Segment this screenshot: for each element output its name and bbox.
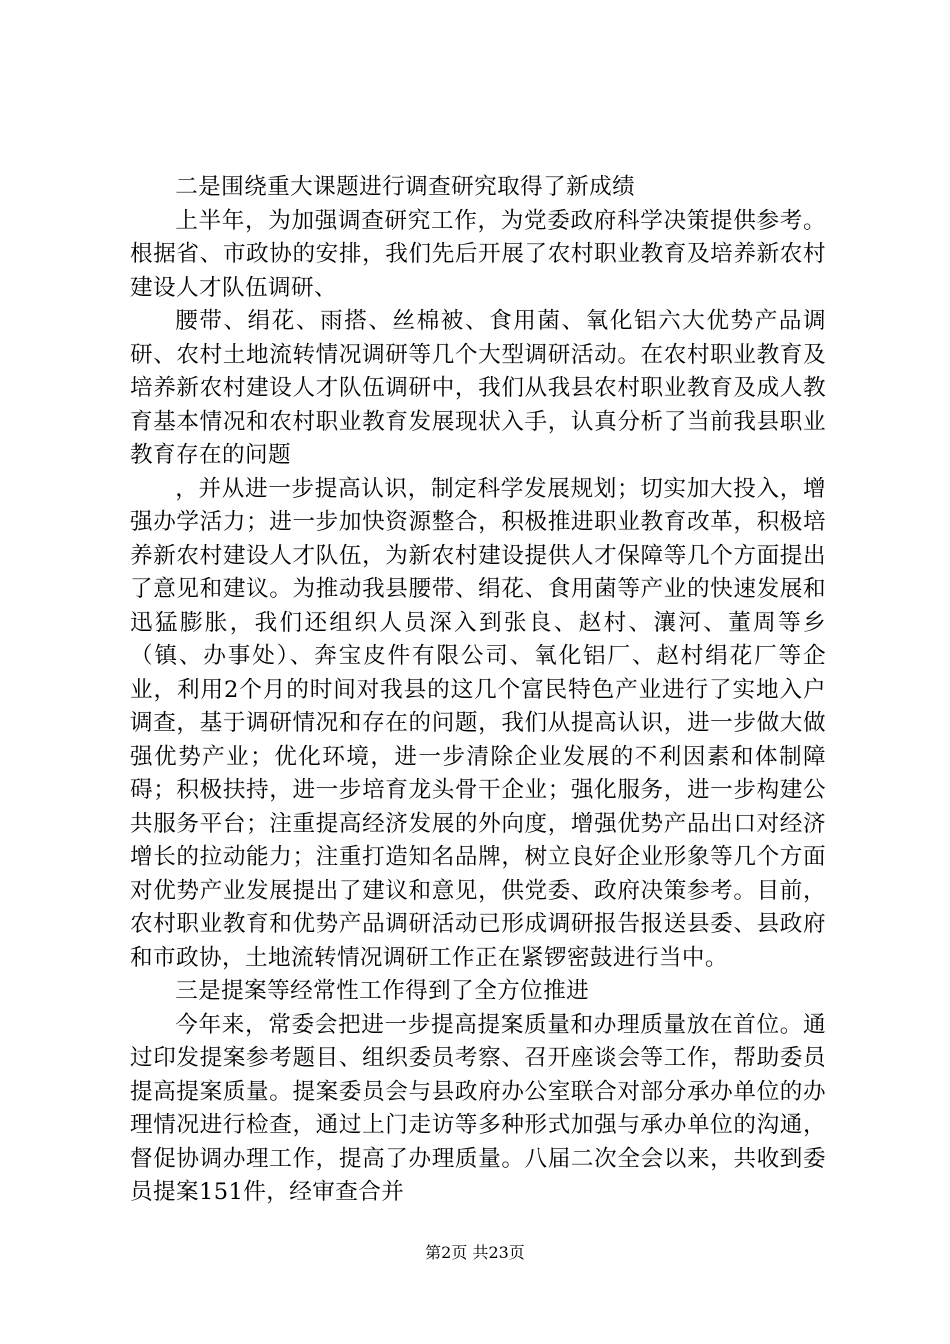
body-paragraph: 今年来，常委会把进一步提高提案质量和办理质量放在首位。通过印发提案参考题目、组织委员考察、召开座谈会等工作，帮助委员提高提案质量。提案委员会与县政府办公室联合对部分承办单位的办理情况进行检查，通过上门走访等多种形式加强与承办单位的沟通，督促协调办理工作，提高了办理质量。八届二次全会以来，共收到委员提案151件，经审查合并 — [130, 1011, 826, 1205]
page-number-footer: 第2页 共23页 — [425, 1243, 525, 1262]
body-paragraph: 上半年，为加强调查研究工作，为党委政府科学决策提供参考。根据省、市政协的安排，我们先后开展了农村职业教育及培养新农村建设人才队伍调研、 — [130, 207, 826, 301]
document-body — [130, 171, 826, 1210]
section-heading-research: 二是围绕重大课题进行调查研究取得了新成绩 — [175, 174, 636, 200]
body-paragraph: 腰带、绢花、雨搭、丝棉被、食用菌、氧化铝六大优势产品调研、农村土地流转情况调研等几个大型调研活动。在农村职业教育及培养新农村建设人才队伍调研中，我们从我县农村职业教育及成人教育基本情况和农村职业教育发展现状入手，认真分析了当前我县职业教育存在的问题 — [130, 308, 826, 468]
body-paragraph: ，并从进一步提高认识，制定科学发展规划；切实加大投入，增强办学活力；进一步加快资源整合，积极推进职业教育改革，积极培养新农村建设人才队伍，为新农村建设提供人才保障等几个方面提出了意见和建议。为推动我县腰带、绢花、食用菌等产业的快速发展和迅猛膨胀，我们还组织人员深入到张良、赵村、瀼河、董周等乡（镇、办事处）、奔宝皮件有限公司、氧化铝厂、赵村绢花厂等企业，利用2个月的时间对我县的这几个富民特色产业进行了实地入户调查，基于调研情况和存在的问题，我们从提高认识，进一步做大做强优势产业；优化环境，进一步清除企业发展的不利因素和体制障碍；积极扶持，进一步培育龙头骨干企业；强化服务，进一步构建公共服务平台；注重提高经济发展的外向度，增强优势产品出口对经济增长的拉动能力；注重打造知名品牌，树立良好企业形象等几个方面对优势产业发展提出了建议和意见，供党委、政府决策参考。目前，农村职业教育和优势产品调研活动已形成调研报告报送县委、县政府和市政协，土地流转情况调研工作正在紧锣密鼓进行当中。 — [130, 475, 826, 971]
section-heading-proposals: 三是提案等经常性工作得到了全方位推进 — [175, 978, 590, 1004]
